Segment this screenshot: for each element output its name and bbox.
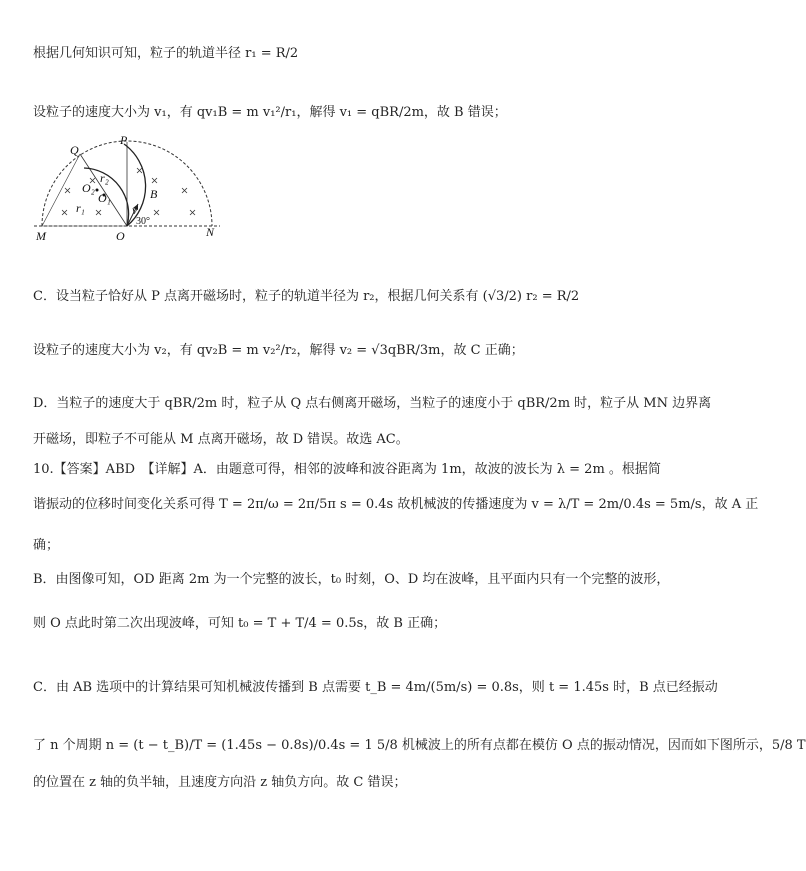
line-4: 设粒子的速度大小为 v₂，有 qv₂B = m v₂²/r₂，解得 v₂ = √3qBR/3m，故 C 正确； [33,343,524,358]
label-n: N [206,225,215,239]
label-v: v [132,203,138,217]
line-9: 确； [33,538,60,553]
line-11: 则 O 点此时第二次出现波峰，可知 t₀ = T + T/4 = 0.5s，故 B 正确； [33,616,447,631]
line-5: D．当粒子的速度大于 qBR/2m 时，粒子从 Q 点右侧离开磁场，当粒子的速度小于 qBR/2m 时，粒子从 MN 边界离 [33,396,712,411]
line-10: B．由图像可知，OD 距离 2m 为一个完整的波长，t₀ 时刻，O、D 均在波峰，且平面内只有一个完整的波形， [33,572,670,587]
magnetic-field-figure [32,133,222,243]
label-m: M [36,229,46,243]
label-b: B [150,187,158,201]
label-o2: O₂ [82,181,95,195]
line-14: 的位置在 z 轴的负半轴，且速度方向沿 z 轴负方向。故 C 错误； [33,775,407,790]
label-o: O [116,229,125,243]
label-r2: r₂ [100,171,109,185]
label-q: Q [70,143,79,157]
line-8: 谐振动的位移时间变化关系可得 T = 2π/ω = 2π/5π s = 0.4s 故机械波的传播速度为 v = λ/T = 2m/0.4s = 5m/s，故 A 正 [33,497,759,512]
line-12: C．由 AB 选项中的计算结果可知机械波传播到 B 点需要 t_B = 4m/(5m/s) = 0.8s，则 t = 1.45s 时，B 点已经振动 [33,680,718,695]
line-1: 根据几何知识可知，粒子的轨道半径 r₁ = R/2 [33,46,299,61]
label-angle: 30° [136,216,150,227]
label-o1: O₁ [98,191,111,205]
label-p: P [120,133,128,147]
line-3: C．设当粒子恰好从 P 点离开磁场时，粒子的轨道半径为 r₂，根据几何关系有 (√3/2) r₂ = R/2 [33,289,580,304]
label-r1: r₁ [76,201,85,215]
line-6: 开磁场，即粒子不可能从 M 点离开磁场，故 D 错误。故选 AC。 [33,432,409,447]
line-13: 了 n 个周期 n = (t − t_B)/T = (1.45s − 0.8s)/0.4s = 1 5/8 机械波上的所有点都在模仿 O 点的振动情况，因而如下图所示，5/8 T [33,738,806,753]
line-2: 设粒子的速度大小为 v₁，有 qv₁B = m v₁²/r₁，解得 v₁ = qBR/2m，故 B 错误； [33,105,507,120]
line-7: 10.【答案】ABD 【详解】A．由题意可得，相邻的波峰和波谷距离为 1m，故波的波长为 λ = 2m 。根据简 [33,462,661,477]
